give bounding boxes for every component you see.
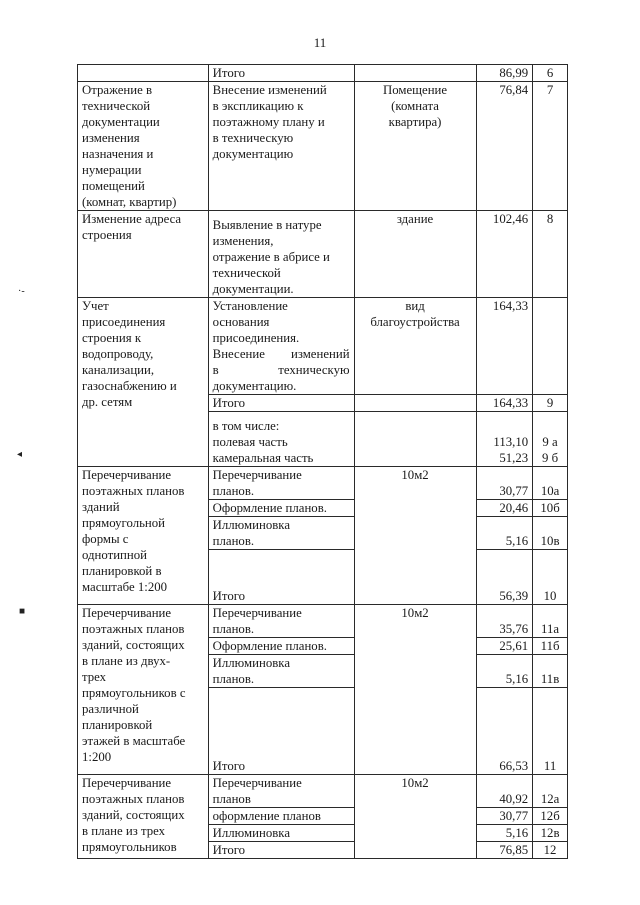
table-row [78,211,568,298]
work-item: Перечерчивание планов [208,775,354,808]
value: 30,77 [476,467,533,500]
total-value: 86,99 [476,65,533,82]
value: 102,46 [476,211,533,298]
work-item: Иллюминовка [208,825,354,842]
value: 5,16 [476,825,533,842]
row-number: 12 [533,842,568,859]
row-number: 11 [533,688,568,775]
work-item: Иллюминовка планов. [208,517,354,550]
margin-dot-mark: ■ [19,606,26,617]
total-label: Итого [208,550,354,605]
work-item: Оформление планов. [208,638,354,655]
value: 30,77 [476,808,533,825]
value: 20,46 [476,500,533,517]
breakdown-values: 113,10 51,23 [476,412,533,467]
service-name: Перечерчивание поэтажных планов зданий, состоящих в плане из трех прямоугольников [78,775,209,859]
unit: вид благоустройства [354,298,476,395]
total-value: 164,33 [476,395,533,412]
service-name: Изменение адреса строения [78,211,209,298]
table-cell [354,395,476,412]
total-label: Итого [208,65,354,82]
row-number: 9 [533,395,568,412]
unit: здание [354,211,476,298]
total-value: 76,85 [476,842,533,859]
value: 40,92 [476,775,533,808]
table-cell [354,412,476,467]
document-table [77,64,568,859]
table-cell [78,65,209,82]
unit: Помещение (комната квартира) [354,82,476,211]
total-value: 66,53 [476,688,533,775]
value: 5,16 [476,517,533,550]
row-number: 10в [533,517,568,550]
table-row [78,298,568,395]
service-name: Перечерчивание поэтажных планов зданий, состоящих в плане из двух- трех прямоугольников с различной планировкой этажей в масштабе 1:200 [78,605,209,775]
row-number: 7 [533,82,568,211]
table-row [78,65,568,82]
total-label: Итого [208,395,354,412]
value: 5,16 [476,655,533,688]
total-label: Итого [208,842,354,859]
unit: 10м2 [354,467,476,605]
work-item: Перечерчивание планов. [208,467,354,500]
work-item: оформление планов [208,808,354,825]
unit: 10м2 [354,605,476,775]
table-row [78,82,568,211]
page-number: 11 [313,35,327,50]
work-description: Выявление в натуре изменения, отражение в абрисе и технической документации. [208,211,354,298]
row-number: 10а [533,467,568,500]
row-number: 10б [533,500,568,517]
service-name: Перечерчивание поэтажных планов зданий прямоугольной формы с однотипной планировкой в масштабе 1:200 [78,467,209,605]
work-item: Перечерчивание планов. [208,605,354,638]
row-number: 6 [533,65,568,82]
breakdown-numbers: 9 а 9 б [533,412,568,467]
value: 76,84 [476,82,533,211]
value: 35,76 [476,605,533,638]
table-cell [354,65,476,82]
service-name: Учет присоединения строения к водопроводу, канализации, газоснабжению и др. сетям [78,298,209,467]
total-label: Итого [208,688,354,775]
margin-mark: ·‑ [18,286,25,297]
row-number: 12в [533,825,568,842]
breakdown: в том числе: полевая часть камеральная часть [208,412,354,467]
value: 164,33 [476,298,533,395]
row-number: 12б [533,808,568,825]
row-number: 11а [533,605,568,638]
table-cell [533,298,568,395]
row-number: 12а [533,775,568,808]
work-description: Внесение изменений в экспликацию к поэтажному плану и в техническую документацию [208,82,354,211]
row-number: 8 [533,211,568,298]
total-value: 56,39 [476,550,533,605]
work-item: Оформление планов. [208,500,354,517]
table-row [78,605,568,638]
table-row [78,775,568,808]
unit: 10м2 [354,775,476,859]
work-description: Установление основания присоединения. Внесение изменений в техническую документацию. [208,298,354,395]
margin-arrow-mark: ◂ [17,449,23,460]
work-item: Иллюминовка планов. [208,655,354,688]
service-name: Отражение в технической документации изменения назначения и нумерации помещений (комнат, квартир) [78,82,209,211]
table-row [78,467,568,500]
row-number: 11в [533,655,568,688]
row-number: 11б [533,638,568,655]
value: 25,61 [476,638,533,655]
row-number: 10 [533,550,568,605]
